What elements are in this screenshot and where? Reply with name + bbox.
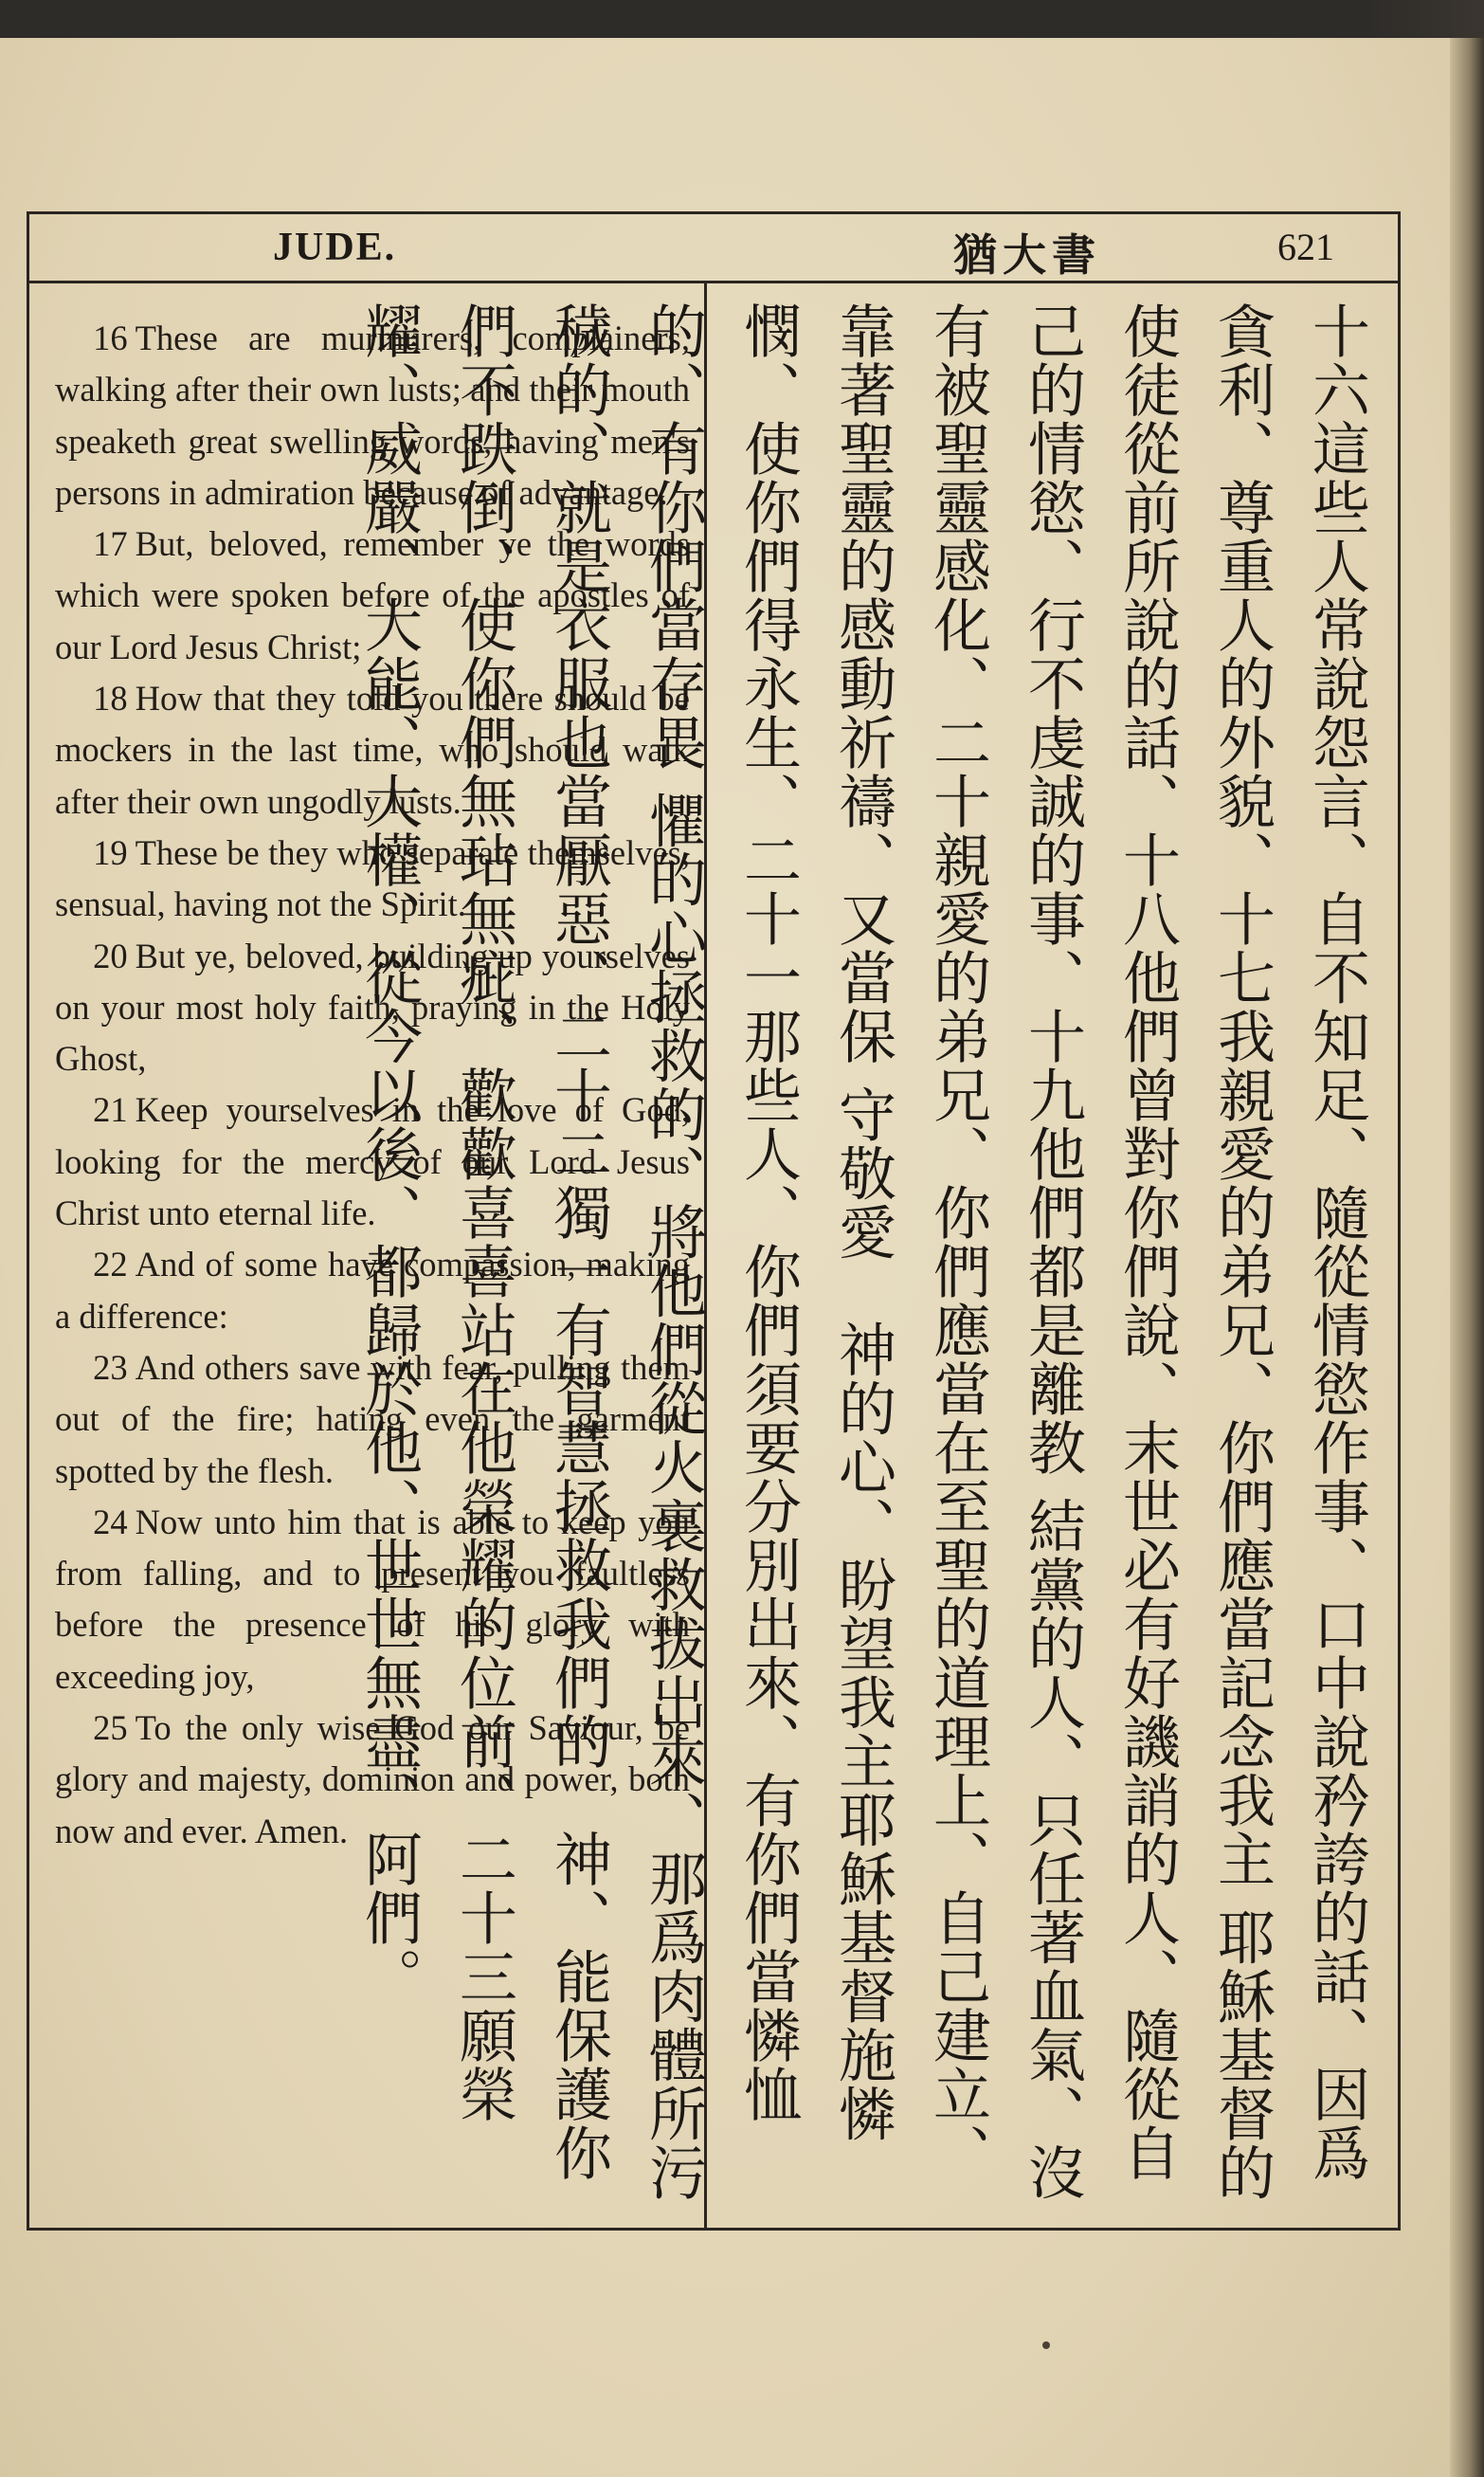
paper-speck (1042, 2341, 1050, 2349)
verse-text: But, beloved, remember ye the words which were spoken before of the apostles of our Lord Jesus Christ; (55, 524, 690, 666)
verse-text: These be they who separate themselves, sensual, having not the Spirit. (55, 832, 690, 924)
chinese-column-line: 們不跌倒、使你們無玷無疵、歡歡喜喜站在他榮耀的位前、二十三願榮耀、威嚴、大能、大權、從今以後、都歸於他、世世無盡、阿們。 (355, 301, 517, 2123)
verse-number: 22 (93, 1245, 128, 1284)
verse-number: 19 (93, 832, 128, 872)
verse-number: 16 (93, 319, 128, 357)
verse-text: But ye, beloved, building up yourselves on your most holy faith, praying in the Holy Ghost, (55, 936, 690, 1079)
verse-number: 17 (93, 524, 128, 564)
verse-number: 23 (93, 1347, 128, 1387)
page-number: 621 (1277, 226, 1334, 268)
verse-text: To the only wise God our Saviour, be glory and majesty, dominion and power, both now and ever. Amen. (55, 1708, 690, 1850)
chinese-book-title: 猶大書 (953, 229, 1101, 281)
verse-text: Now unto him that is able to keep you from falling, and to present you faultless before the presence of his glory with exceeding joy, (55, 1502, 690, 1696)
verse-text: Keep yourselves in the love of God, looking for the mercy of our Lord Jesus Christ unto eternal life. (55, 1090, 690, 1233)
verse-number: 21 (93, 1090, 128, 1130)
verse-text: These are murmurers, complainers, walking after their own lusts; and their mouth speaketh great swelling words, having men's persons in admiration because of advantage. (55, 319, 690, 512)
verse-text: And of some have compassion, making a difference: (55, 1245, 690, 1336)
chinese-column-line: 耶穌基督的使徒從前所說的話、十八他們曾對你們說、末世必有好譏誚的人、隨從自己的情慾、行不虔誠的事、十九他們都是離教 (1019, 301, 1276, 2202)
verse-number: 18 (93, 679, 128, 719)
verse-text: How that they told you there should be mockers in the last time, who should walk after their own ungodly lusts. (55, 679, 690, 821)
chinese-column-line: 懼的心拯救的、將他們從火裏救拔出來、那爲肉體所污穢的、就是衣服也當厭惡、二十二獨一有智慧拯救我們的 神、能保護你 (545, 301, 707, 2202)
verse-text: And others save with fear, pulling them out of the fire; hating even the garment spotted by the flesh. (55, 1347, 690, 1490)
running-header (27, 211, 1401, 283)
book-title: JUDE. (273, 226, 397, 269)
verse-number: 25 (93, 1708, 128, 1748)
verse-number: 24 (93, 1502, 128, 1541)
verse-number: 20 (93, 936, 128, 975)
page-edge (1450, 38, 1484, 2477)
chinese-column-line: 守敬愛 神的心、盼望我主耶穌基督施憐憫、使你們得永生、二十一那些人、你們須要分別出來、有你們當憐恤的、有你們當存畏 (640, 301, 896, 2143)
chinese-column-line: 十六這些人常說怨言、自不知足、隨從情慾作事、口中說矜誇的話、因爲貪利、尊重人的外貌、十七我親愛的弟兄、你們應當記念我主 (1208, 301, 1370, 2182)
chinese-column-line: 結黨的人、只任著血氣、沒有被聖靈感化、二十親愛的弟兄、你們應當在至聖的道理上、自己建立、靠著聖靈的感動祈禱、又當保 (829, 301, 1086, 2202)
